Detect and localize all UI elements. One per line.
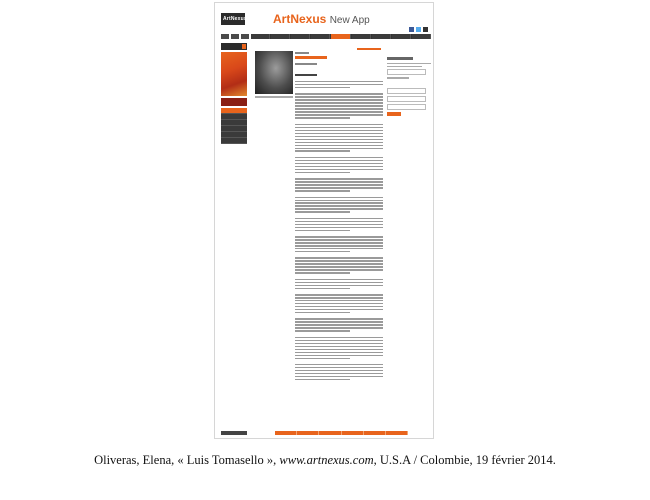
footer-link[interactable] — [364, 431, 386, 435]
text-line — [295, 142, 383, 143]
article-paragraph — [295, 218, 383, 231]
article-paragraph — [295, 257, 383, 273]
text-line — [295, 309, 383, 310]
text-line — [295, 269, 383, 270]
text-line — [295, 87, 350, 88]
article-paragraph — [295, 337, 383, 359]
text-line — [295, 102, 383, 103]
text-line — [295, 114, 383, 115]
text-line — [295, 242, 383, 243]
article-paragraph — [295, 294, 383, 313]
text-line — [295, 208, 383, 209]
text-line — [295, 148, 383, 149]
footer-link[interactable] — [319, 431, 341, 435]
checkbox-label — [387, 77, 409, 78]
text-line — [295, 330, 350, 331]
text-line — [295, 181, 383, 182]
text-line — [295, 105, 383, 106]
nav-item[interactable] — [412, 34, 431, 39]
article-section — [295, 52, 309, 54]
text-line — [295, 163, 383, 164]
newsletter-text — [387, 63, 431, 64]
webpage-screenshot — [214, 2, 434, 439]
text-line — [295, 343, 383, 344]
magazine-cover[interactable] — [221, 52, 247, 96]
text-line — [295, 318, 383, 319]
article-paragraph — [295, 178, 383, 191]
text-line — [295, 300, 383, 301]
submit-button[interactable] — [387, 112, 401, 116]
text-line — [295, 355, 383, 356]
form-field[interactable] — [387, 104, 426, 110]
text-line — [295, 111, 383, 112]
text-line — [295, 187, 383, 188]
text-line — [295, 364, 383, 365]
share-links[interactable] — [357, 48, 381, 50]
right-sidebar — [387, 57, 431, 116]
text-line — [295, 321, 383, 322]
sidebar-menu-item[interactable] — [221, 138, 247, 144]
text-line — [295, 251, 350, 252]
citation-site[interactable]: www.artnexus.com — [279, 453, 374, 467]
text-line — [295, 346, 383, 347]
artist-portrait — [255, 51, 293, 94]
text-line — [295, 297, 383, 298]
text-line — [295, 239, 383, 240]
nav-item[interactable] — [291, 34, 310, 39]
brand-name: ArtNexus — [273, 12, 327, 26]
text-line — [295, 266, 383, 267]
footer-logo[interactable] — [221, 431, 247, 435]
text-line — [295, 288, 350, 289]
text-line — [295, 337, 383, 338]
article-body — [295, 81, 383, 385]
article-paragraph — [295, 364, 383, 380]
text-line — [295, 263, 383, 264]
text-line — [295, 96, 383, 97]
text-line — [295, 272, 350, 273]
text-line — [295, 211, 350, 212]
text-line — [295, 370, 383, 371]
text-line — [295, 303, 383, 304]
text-line — [295, 136, 383, 137]
nav-item[interactable] — [392, 34, 411, 39]
text-line — [295, 306, 383, 307]
form-field[interactable] — [387, 88, 426, 94]
article-paragraph — [295, 157, 383, 173]
text-line — [295, 124, 383, 125]
text-line — [295, 248, 383, 249]
main-nav — [251, 34, 431, 39]
text-line — [295, 294, 383, 295]
text-line — [295, 200, 383, 201]
footer-link[interactable] — [386, 431, 408, 435]
text-line — [295, 84, 383, 85]
text-line — [295, 367, 383, 368]
citation-suffix: , U.S.A / Colombie, 19 février 2014. — [373, 453, 556, 467]
magazine-cover-secondary[interactable] — [221, 98, 247, 106]
text-line — [295, 99, 383, 100]
text-line — [295, 245, 383, 246]
text-line — [295, 312, 350, 313]
footer-nav — [275, 431, 408, 435]
utility-button[interactable] — [241, 34, 249, 39]
text-line — [295, 282, 383, 283]
twitter-icon[interactable] — [416, 27, 421, 32]
text-line — [295, 236, 383, 237]
text-line — [295, 130, 383, 131]
article-paragraph — [295, 81, 383, 88]
text-line — [295, 218, 383, 219]
footer-link[interactable] — [275, 431, 297, 435]
text-line — [295, 108, 383, 109]
text-line — [295, 340, 383, 341]
text-line — [295, 376, 383, 377]
text-line — [295, 172, 350, 173]
article-paragraph — [295, 93, 383, 118]
utility-button[interactable] — [231, 34, 239, 39]
nav-item[interactable] — [311, 34, 330, 39]
text-line — [295, 257, 383, 258]
text-line — [295, 230, 350, 231]
footer-link[interactable] — [297, 431, 319, 435]
newsletter-heading — [387, 57, 413, 60]
brand-suffix: New App — [329, 15, 370, 26]
article-meta — [295, 63, 317, 65]
text-line — [295, 184, 383, 185]
newsletter-email-field[interactable] — [387, 69, 426, 75]
utility-buttons — [221, 34, 249, 39]
portrait-caption — [255, 96, 293, 98]
small-logo[interactable]: ArtNexus — [221, 13, 245, 25]
text-line — [295, 202, 383, 203]
text-line — [295, 260, 383, 261]
text-line — [295, 205, 383, 206]
text-line — [295, 117, 350, 118]
citation — [0, 453, 650, 468]
footer-link[interactable] — [342, 431, 364, 435]
text-line — [295, 157, 383, 158]
nav-item[interactable] — [372, 34, 391, 39]
article-title — [295, 56, 327, 59]
article-paragraph — [295, 236, 383, 252]
text-line — [295, 324, 383, 325]
utility-button[interactable] — [221, 34, 229, 39]
text-line — [295, 190, 350, 191]
nav-item-active[interactable] — [331, 34, 350, 39]
text-line — [295, 81, 383, 82]
text-line — [295, 160, 383, 161]
text-line — [295, 279, 383, 280]
text-line — [295, 227, 383, 228]
article-paragraph — [295, 124, 383, 152]
text-line — [295, 352, 383, 353]
citation-prefix: Oliveras, Elena, « Luis Tomasello », — [94, 453, 280, 467]
brand-title[interactable] — [273, 12, 370, 26]
text-line — [295, 221, 383, 222]
text-line — [295, 166, 383, 167]
text-line — [295, 150, 350, 151]
article-author — [295, 74, 317, 76]
text-line — [295, 358, 350, 359]
newsletter-text — [387, 66, 422, 67]
text-line — [295, 139, 383, 140]
nav-item[interactable] — [271, 34, 290, 39]
nav-item[interactable] — [251, 34, 270, 39]
text-line — [295, 145, 383, 146]
left-sidebar — [221, 43, 247, 144]
article-paragraph — [295, 318, 383, 331]
article-paragraph — [295, 197, 383, 213]
share-icon[interactable] — [423, 27, 428, 32]
sidebar-menu — [221, 108, 247, 144]
text-line — [295, 93, 383, 94]
text-line — [295, 327, 383, 328]
form-field[interactable] — [387, 96, 426, 102]
form-spacer — [387, 80, 431, 86]
text-line — [295, 349, 383, 350]
nav-item[interactable] — [352, 34, 371, 39]
text-line — [295, 127, 383, 128]
text-line — [295, 224, 383, 225]
text-line — [295, 285, 383, 286]
sidebar-header — [221, 43, 247, 50]
facebook-icon[interactable] — [409, 27, 414, 32]
social-links — [409, 27, 428, 32]
text-line — [295, 178, 383, 179]
text-line — [295, 379, 350, 380]
text-line — [295, 197, 383, 198]
text-line — [295, 133, 383, 134]
text-line — [295, 373, 383, 374]
article-paragraph — [295, 279, 383, 289]
text-line — [295, 169, 383, 170]
